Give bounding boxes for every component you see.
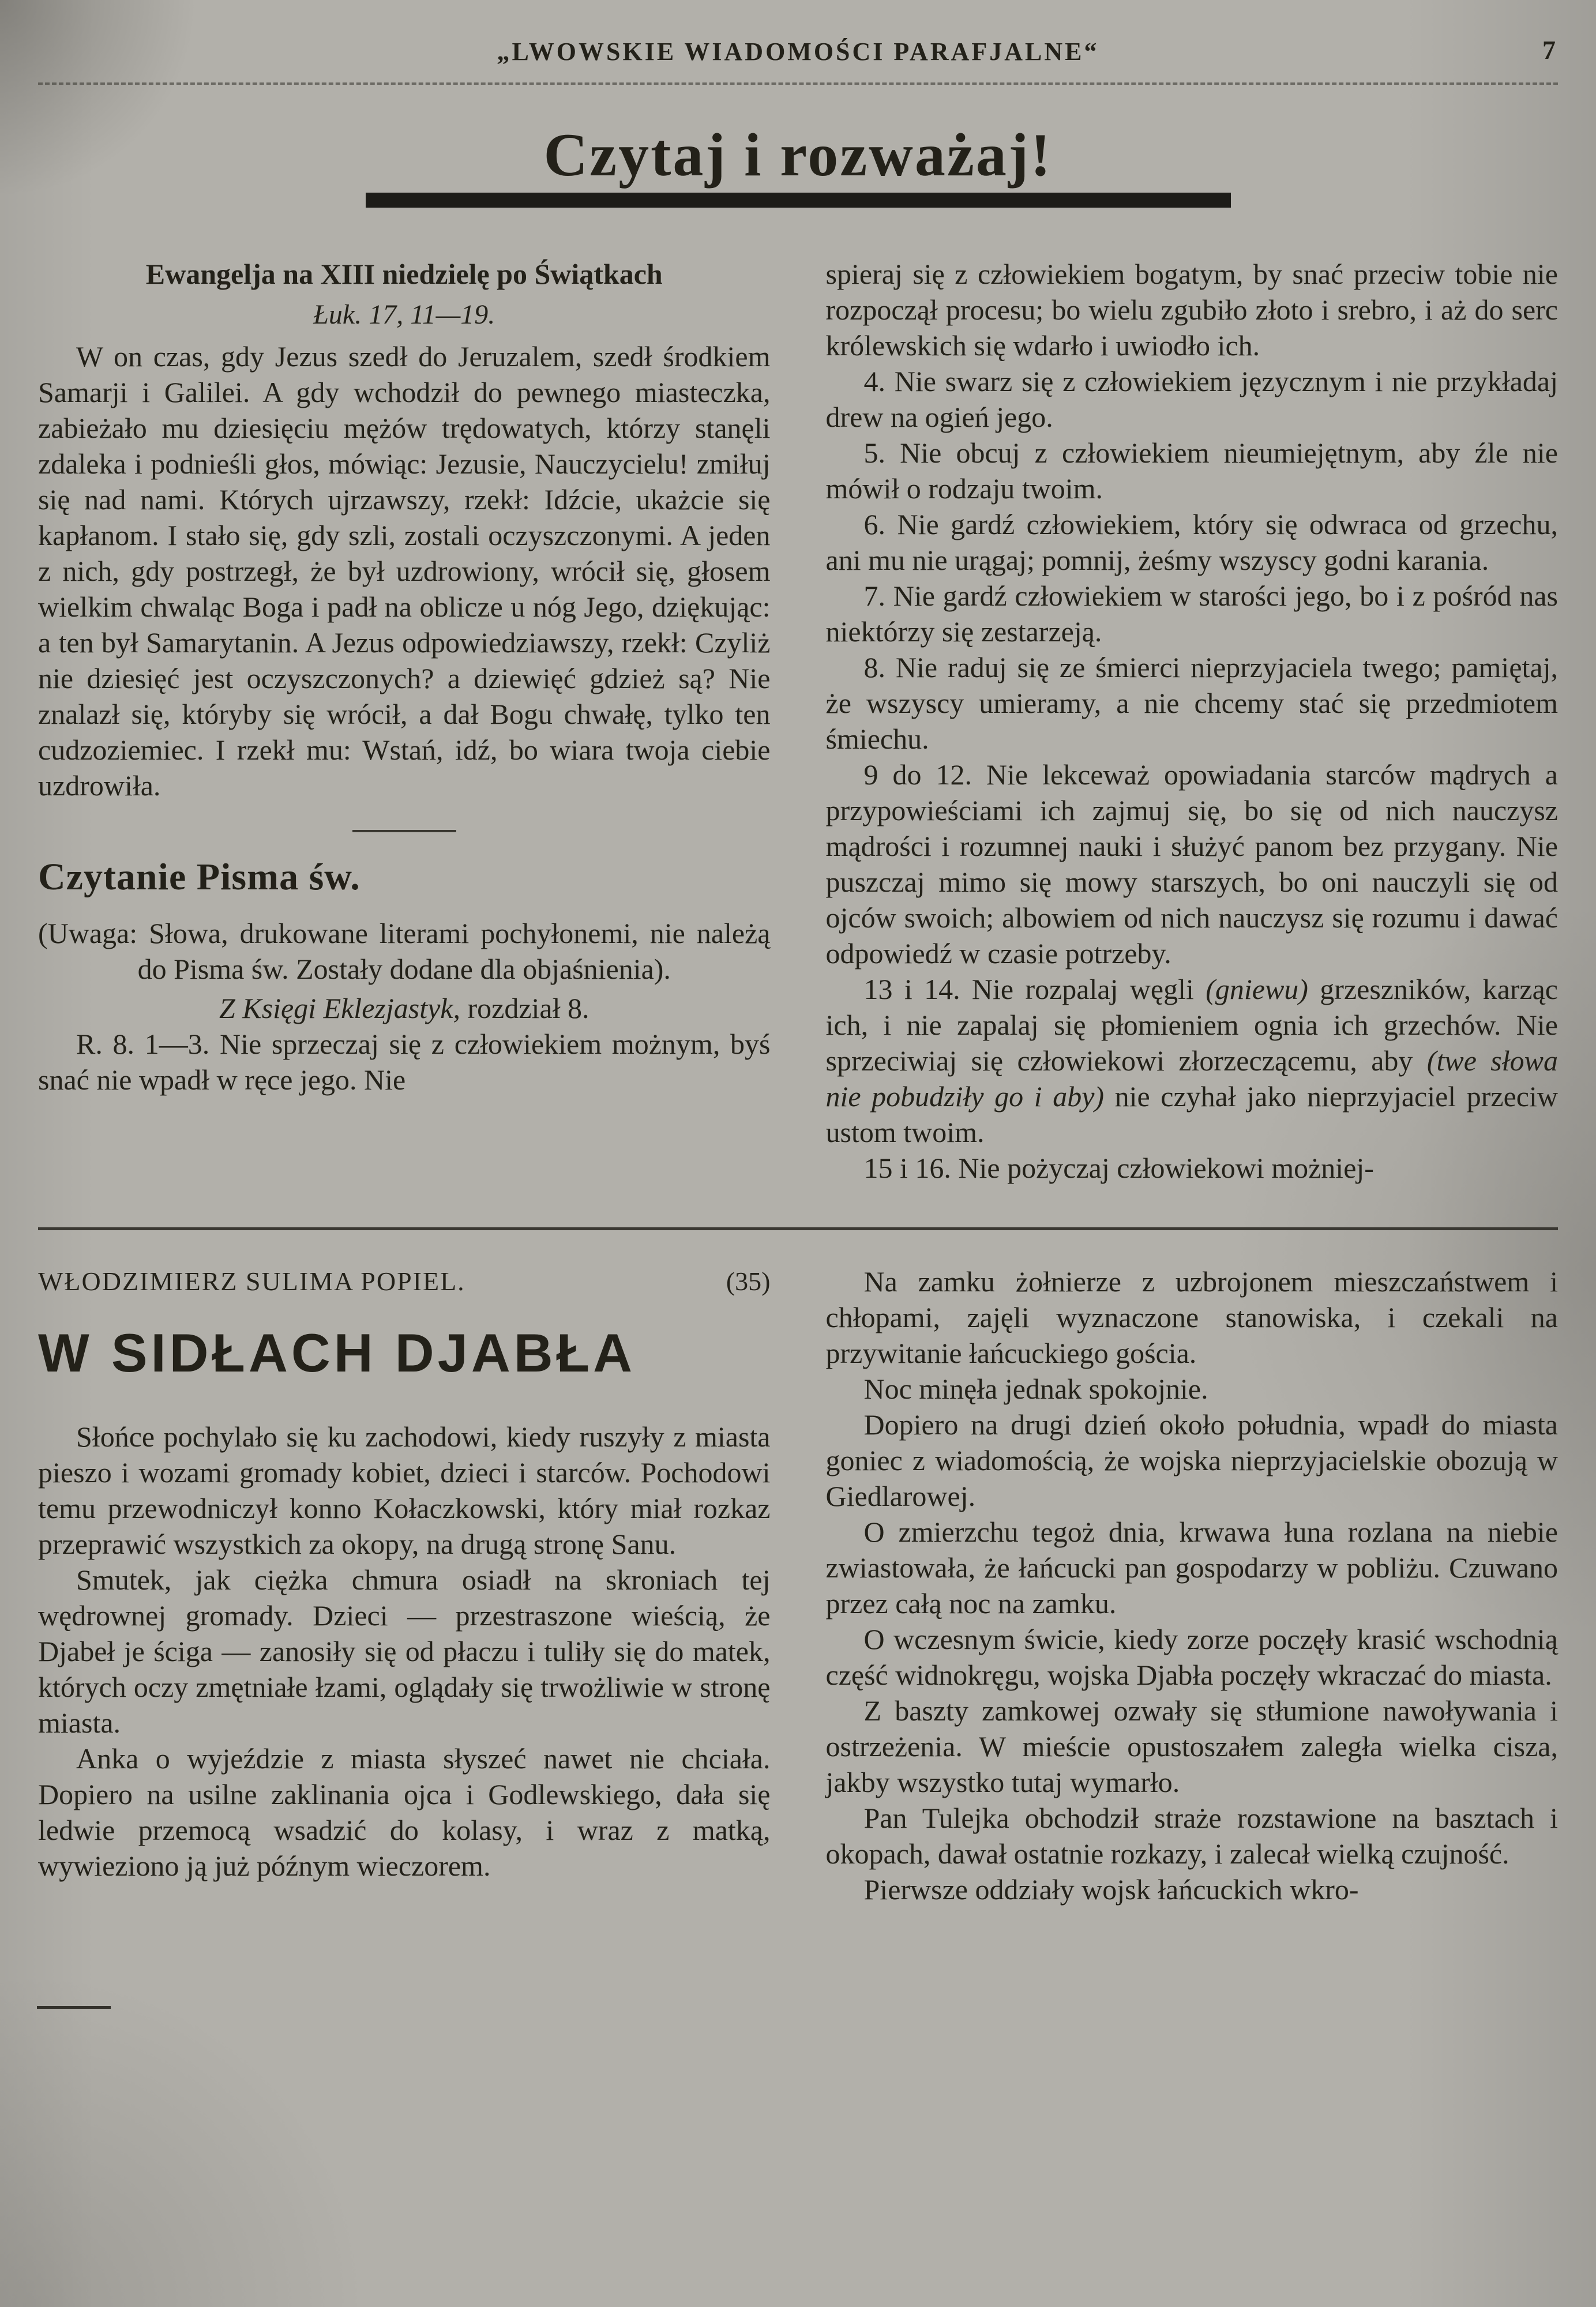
- verse-paragraph-5: 5. Nie obcuj z człowiekiem nieumiejętnym, aby źle nie mówił o rodzaju twoim.: [825, 437, 1558, 505]
- section-story: [38, 1264, 1558, 1907]
- story-paragraph: Dopiero na drugi dzień około południa, wpadł do miasta goniec z wiadomością, że wojska nieprzyjacielskie obozują w Giedlarowej.: [825, 1408, 1558, 1513]
- verse-paragraph-7: 7. Nie gardź człowiekiem w starości jego, bo i z pośród nas niektórzy się zestarzeją.: [825, 580, 1558, 648]
- verse-13-text3: nie czyhał jako nieprzyjaciel przeciw ustom twoim.: [825, 1080, 1558, 1149]
- story-title: W SIDŁACH DJABŁA: [38, 1322, 636, 1384]
- reading-source-chapter: rozdział 8.: [460, 992, 589, 1025]
- page-number: 7: [1542, 35, 1556, 65]
- reading-paragraph: R. 8. 1—3. Nie sprzeczaj się z człowiekiem możnym, byś snać nie wpadł w ręce jego. Nie: [38, 1028, 771, 1096]
- section-divider-rule: [38, 1227, 1558, 1230]
- story-paragraph: Noc minęła jednak spokojnie.: [863, 1373, 1208, 1406]
- verse-paragraph-15-16: 15 i 16. Nie pożyczaj człowiekowi możniej-: [863, 1152, 1374, 1185]
- story-chapter-number: (35): [726, 1267, 771, 1297]
- story-paragraph: O wczesnym świcie, kiedy zorze poczęły krasić wschodnią część widnokręgu, wojska Djabła poczęły wkraczać do miasta.: [825, 1623, 1558, 1692]
- gospel-reference: Łuk. 17, 11—19.: [313, 299, 495, 330]
- left-column-readings: [38, 256, 771, 1098]
- story-paragraph: Na zamku żołnierze z uzbrojonem mieszczaństwem i chłopami, zajęli wyznaczone stanowiska, i czekali na przywitanie łańcuckiego gościa.: [825, 1265, 1558, 1370]
- story-paragraph: Słońce pochylało się ku zachodowi, kiedy ruszyły z miasta pieszo i wozami gromady kobiet, dzieci i starców. Pochodowi temu przewodniczył konno Kołaczkowski, który miał rozkaz przeprawić wszystkich za okopy, na drugą stronę Sanu.: [38, 1420, 771, 1560]
- title-underline-rule: [366, 193, 1231, 208]
- reading-note: (Uwaga: Słowa, drukowane literami pochyłonemi, nie należą do Pisma św. Zostały dodane dla objaśnienia).: [38, 917, 771, 986]
- left-column-story: [38, 1264, 771, 1884]
- reading-source: [38, 990, 771, 1026]
- right-column-verses: [826, 256, 1559, 1186]
- verse-13-text2: grzeszników, karząc ich, i nie zapalaj się płomieniem ognia ich grzechów. Nie sprzeciwiaj się człowiekowi złorzeczącemu, aby: [825, 973, 1558, 1077]
- verse-13-gloss2: (twe słowa nie pobudziły go i aby): [825, 1044, 1558, 1113]
- gospel-heading: Ewangelja na XIII niedzielę po Świątkach: [145, 258, 663, 291]
- story-author: WŁODZIMIERZ SULIMA POPIEL.: [38, 1267, 465, 1297]
- page-header: [38, 17, 1558, 85]
- verse-paragraph-continuation: spieraj się z człowiekiem bogatym, by snać przeciw tobie nie rozpoczął procesu; bo wielu zgubiło złoto i srebro, i aż do serc królewskich się wdarło i uwiodło ich.: [825, 258, 1558, 362]
- story-byline-row: [38, 1264, 771, 1299]
- right-column-story: [826, 1264, 1559, 1907]
- story-paragraph: Z baszty zamkowej ozwały się stłumione nawoływania i ostrzeżenia. W mieście opustoszałem zaległa wielka cisza, jakby wszystko tutaj wymarło.: [825, 1694, 1558, 1799]
- print-artifact-rule: [37, 2006, 111, 2009]
- story-paragraph: Smutek, jak ciężka chmura osiadł na skroniach tej wędrownej gromady. Dzieci — przestraszone wieścią, że Djabeł je ściga — zanosiły się od płaczu i tuliły się do matek, których oczy zmętniałe łzami, oglądały się trwożliwie w stronę miasta.: [38, 1563, 771, 1739]
- verse-paragraph-9-12: 9 do 12. Nie lekceważ opowiadania starców mądrych a przypowieściami ich zajmuj się, bo się od nich nauczysz mądrości i rozumnej nauki i służyć panom bez przygany. Nie puszczaj mimo się mowy starszych, bo oni nauczyli się od ojców swoich; albowiem od nich nauczysz się rozumu i dawać odpowiedź w czasie potrzeby.: [825, 758, 1558, 970]
- story-paragraph: Pan Tulejka obchodził straże rozstawione na basztach i okopach, dawał ostatnie rozkazy, i zalecał wielką czujność.: [825, 1802, 1558, 1870]
- verse-13-gloss: (gniewu): [1206, 973, 1308, 1006]
- main-title: Czytaj i rozważaj!: [543, 121, 1053, 189]
- reading-heading: Czytanie Pisma św.: [38, 855, 360, 898]
- masthead-title: „LWOWSKIE WIADOMOŚCI PARAFJALNE“: [497, 37, 1099, 66]
- verse-13-text: 13 i 14. Nie rozpalaj węgli: [863, 973, 1206, 1006]
- story-paragraph: Anka o wyjeździe z miasta słyszeć nawet nie chciała. Dopiero na usilne zaklinania ojca i Godlewskiego, dała się ledwie przemocą wsadzić do kolasy, i wraz z matką, wywieziono ją już późnym wieczorem.: [38, 1742, 771, 1882]
- story-paragraph: O zmierzchu tegoż dnia, krwawa łuna rozlana na niebie zwiastowała, że łańcucki pan gospodarzy w pobliżu. Czuwano przez całą noc na zamku.: [825, 1516, 1558, 1620]
- reading-source-book: Z Księgi Eklezjastyk,: [219, 992, 460, 1025]
- verse-paragraph-6: 6. Nie gardź człowiekiem, który się odwraca od grzechu, ani mu nie urągaj; pomnij, żeśmy wszyscy godni karania.: [825, 508, 1558, 577]
- gospel-body: W on czas, gdy Jezus szedł do Jeruzalem, szedł środkiem Samarji i Galilei. A gdy wchodził do pewnego miasteczka, zabieżało mu dziesięciu mężów trędowatych, którzy stanęli zdaleka i podnieśli głos, mówiąc: Jezusie, Nauczycielu! zmiłuj się nad nami. Których ujrzawszy, rzekł: Idźcie, ukażcie się kapłanom. I stało się, gdy szli, zostali oczyszczonymi. A jeden z nich, gdy postrzegł, że był uzdrowiony, wrócił się, głosem wielkim chwaląc Boga i padł na oblicze u nóg Jego, dziękując: a ten był Samarytanin. A Jezus odpowiedziawszy, rzekł: Czyliż nie dziesięć jest oczyszczonych? a dziewięć gdzież są? Nie znalazł się, któryby się wrócił, a dał Bogu chwałę, tylko ten cudzoziemiec. I rzekł mu: Wstań, idź, bo wiara twoja ciebie uzdrowiła.: [38, 340, 771, 802]
- verse-paragraph-4: 4. Nie swarz się z człowiekiem języcznym i nie przykładaj drew na ogień jego.: [825, 365, 1558, 434]
- verse-paragraph-13-14: [826, 971, 1559, 1150]
- verse-paragraph-8: 8. Nie raduj się ze śmierci nieprzyjaciela twego; pamiętaj, że wszyscy umieramy, a nie chcemy stać się przedmiotem śmiechu.: [825, 651, 1558, 756]
- section-rule: [352, 830, 456, 832]
- section-readings: [38, 256, 1558, 1186]
- story-paragraph: Pierwsze oddziały wojsk łańcuckich wkro-: [863, 1873, 1359, 1906]
